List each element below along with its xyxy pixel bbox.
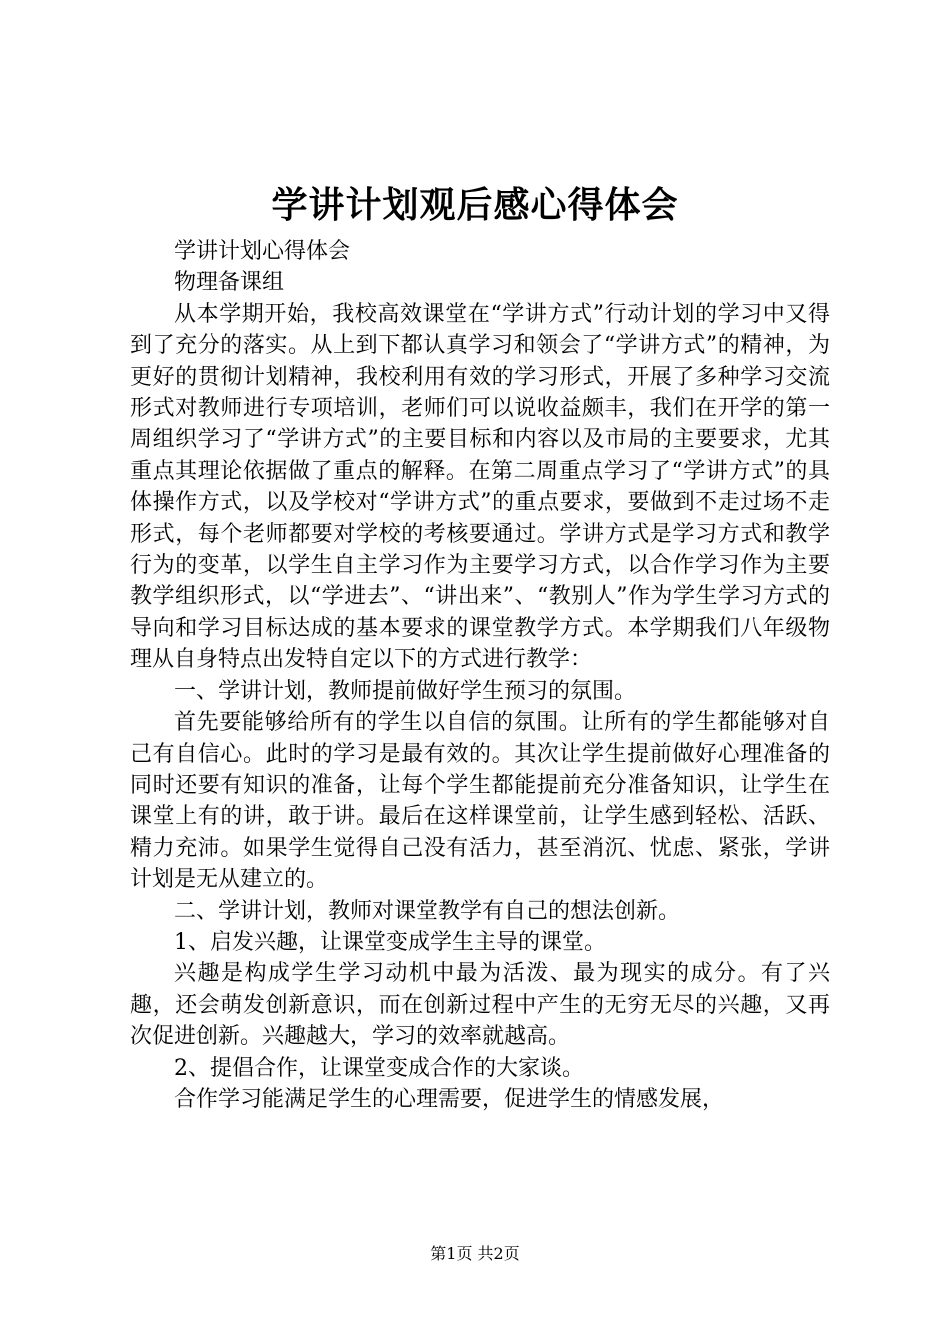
body-paragraph: 首先要能够给所有的学生以自信的氛围。让所有的学生都能够对自己有自信心。此时的学习是最有效的。其次让学生提前做好心理准备的同时还要有知识的准备，让每个学生都能提前充分准备知识，让学生在课堂上有的讲，敢于讲。最后在这样课堂前，让学生感到轻松、活跃、精力充沛。如果学生觉得自己没有活力，甚至消沉、忧虑、紧张，学讲计划是无从建立的。	[130, 710, 830, 893]
group-paragraph: 物理备课组	[174, 270, 285, 296]
document-title: 学讲计划观后感心得体会	[271, 184, 679, 226]
body-paragraph: 从本学期开始，我校高效课堂在“学讲方式”行动计划的学习中又得到了充分的落实。从上到下都认真学习和领会了“学讲方式”的精神，为更好的贯彻计划精神，我校利用有效的学习形式，开展了多种学习交流形式对教师进行专项培训，老师们可以说收益颇丰，我们在开学的第一周组织学习了“学讲方式”的主要目标和内容以及市局的主要要求，尤其重点其理论依据做了重点的解释。在第二周重点学习了“学讲方式”的具体操作方式，以及学校对“学讲方式”的重点要求，要做到不走过场不走形式，每个老师都要对学校的考核要通过。学讲方式是学习方式和教学行为的变革，以学生自主学习作为主要学习方式，以合作学习作为主要教学组织形式，以“学进去”、“讲出来”、“教别人”作为学生学习方式的导向和学习目标达成的基本要求的课堂教学方式。本学期我们八年级物理从自身特点出发特自定以下的方式进行教学：	[130, 301, 830, 673]
subtitle-paragraph: 学讲计划心得体会	[174, 239, 351, 264]
document-body	[130, 236, 830, 1115]
page-number-footer: 第1页 共2页	[430, 1244, 520, 1263]
section-heading-2: 二、学讲计划，教师对课堂教学有自己的想法创新。	[174, 898, 681, 924]
body-paragraph: 兴趣是构成学生学习动机中最为活泼、最为现实的成分。有了兴趣，还会萌发创新意识，而在创新过程中产生的无穷无尽的兴趣，又再次促进创新。兴趣越大，学习的效率就越高。	[130, 961, 830, 1050]
subsection-heading-1: 1、启发兴趣，让课堂变成学生主导的课堂。	[174, 929, 606, 955]
subsection-heading-2: 2、提倡合作，让课堂变成合作的大家谈。	[174, 1055, 584, 1081]
body-paragraph: 合作学习能满足学生的心理需要，促进学生的情感发展，	[174, 1086, 725, 1112]
section-heading-1: 一、学讲计划，教师提前做好学生预习的氛围。	[174, 678, 637, 704]
